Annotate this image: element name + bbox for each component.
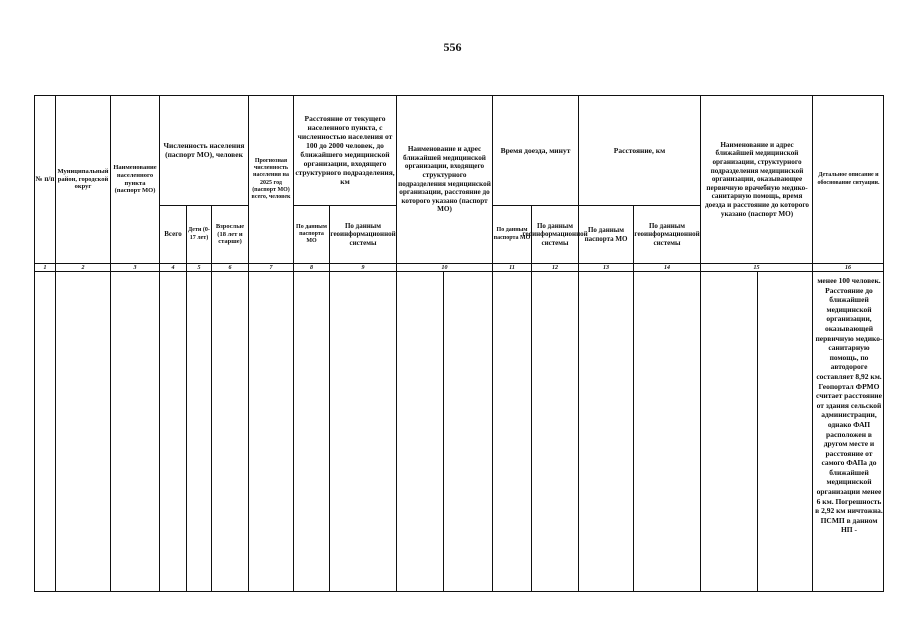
header-forecast-population: Прогнозная численность населения на 2025 год (паспорт МО) всего, человек bbox=[251, 157, 291, 200]
column-number: 15 bbox=[753, 265, 760, 271]
header-population-children: Дети (0-17 лет) bbox=[188, 227, 210, 241]
column-number: 5 bbox=[197, 265, 201, 271]
column-number: 11 bbox=[509, 265, 515, 271]
column-number: 13 bbox=[603, 265, 609, 271]
header-row-number: № п/п bbox=[35, 175, 55, 184]
header-detailed-description: Детальное описание и обоснование ситуации. bbox=[817, 172, 880, 186]
column-number: 7 bbox=[269, 265, 273, 271]
column-number: 14 bbox=[664, 265, 670, 271]
header-population-group: Численность населения (паспорт МО), человек bbox=[163, 141, 245, 159]
header-distance-passport: По данным паспорта МО bbox=[296, 223, 327, 245]
column-number: 6 bbox=[228, 265, 232, 271]
column-number: 10 bbox=[441, 265, 448, 271]
header-distance-gis: По данным геоинформационной системы bbox=[330, 221, 396, 247]
header-settlement-name: Наименование населенного пункта (паспорт МО) bbox=[113, 163, 157, 195]
header-municipality: Муниципальный район, городской округ bbox=[57, 167, 109, 191]
header-distance-km-passport: По данным паспорта МО bbox=[584, 226, 628, 243]
column-number: 9 bbox=[361, 265, 365, 271]
header-nearest-organization: Наименование и адрес ближайшей медицинской организации, входящего структурного подразделения медицинской организации, расстояние до которого указано (паспорт МО) bbox=[398, 144, 491, 214]
column-number: 2 bbox=[81, 265, 85, 271]
header-travel-time-gis: По данным геоинформационной системы bbox=[522, 221, 588, 247]
header-travel-time-passport: По данным паспорта МО bbox=[493, 227, 531, 241]
header-distance-km-group: Расстояние, км bbox=[613, 145, 666, 155]
column-number: 12 bbox=[552, 265, 558, 271]
page-number: 556 bbox=[443, 40, 462, 54]
header-distance-km-gis: По данным геоинформационной системы bbox=[634, 221, 700, 247]
header-distance-group: Расстояние от текущего населенного пункта, с численностью населения от 100 до 2000 человек, до ближайшего медицинской организации, входящего структурного подразделения, км bbox=[295, 114, 395, 186]
column-number: 1 bbox=[43, 265, 47, 271]
column-number: 3 bbox=[133, 265, 137, 271]
header-population-total: Всего bbox=[164, 230, 182, 239]
column-number: 8 bbox=[310, 265, 313, 271]
header-travel-time-group: Время доезда, минут bbox=[500, 145, 571, 155]
header-primary-care-organization: Наименование и адрес ближайшей медицинской организации, структурного подразделения медицинской организации, оказывающее первичную врачебную медико-санитарную помощь, время доезда и расстояние до которого указано (паспорт МО) bbox=[704, 140, 810, 218]
column-number: 16 bbox=[845, 265, 851, 271]
detailed-description-cell: менее 100 человек. Расстояние до ближайшей медицинской организации, оказывающей первичную медико-санитарную помощь, по автодороге составляет 8,92 км. Геопортал ФРМО считает расстояние от здания сельской администрации, однако ФАП расположен в другом месте и расстояние от самого ФАПа до ближайшей медицинской организации менее 6 км. Погрешность в 2,92 км ничтожна. ПСМП в данном НП - bbox=[815, 276, 883, 535]
column-number: 4 bbox=[171, 265, 175, 271]
header-population-adults: Взрослые (18 лет и старше) bbox=[215, 222, 245, 246]
